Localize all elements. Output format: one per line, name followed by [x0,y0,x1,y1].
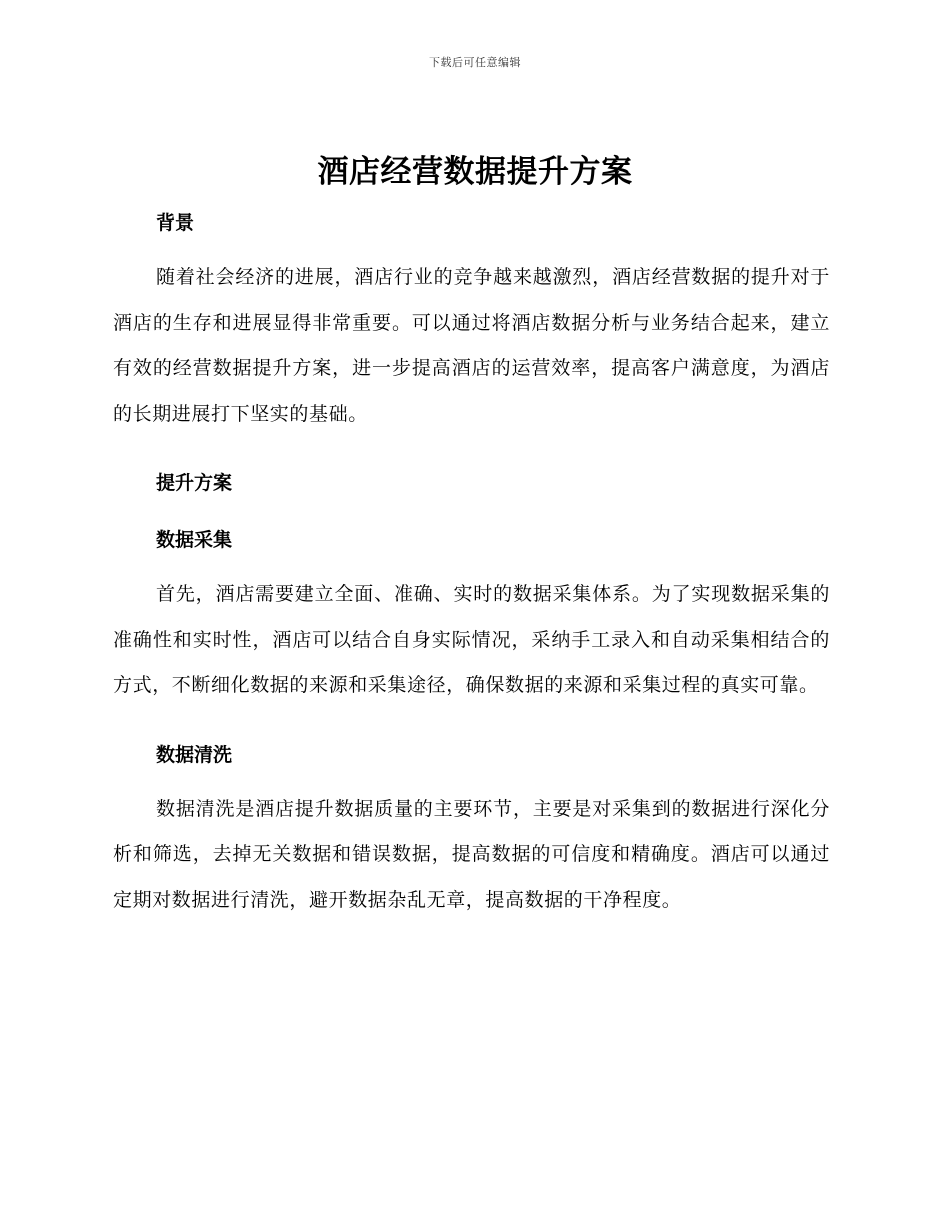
document-title: 酒店经营数据提升方案 [317,154,633,190]
section-heading-data-collection: 数据采集 [156,529,233,551]
paragraph-background: 随着社会经济的进展，酒店行业的竞争越来越激烈，酒店经营数据的提升对于酒店的生存和进展显得非常重要。可以通过将酒店数据分析与业务结合起来，建立有效的经营数据提升方案，进一步提高酒店的运营效率，提高客户满意度，为酒店的长期进展打下坚实的基础。 [113,266,830,425]
section-heading-plan: 提升方案 [156,472,233,494]
section-heading-background: 背景 [156,212,195,234]
paragraph-data-cleaning: 数据清洗是酒店提升数据质量的主要环节，主要是对采集到的数据进行深化分析和筛选，去掉无关数据和错误数据，提高数据的可信度和精确度。酒店可以通过定期对数据进行清洗，避开数据杂乱无章，提高数据的干净程度。 [113,797,830,911]
document-body [113,200,830,923]
paragraph-data-collection: 首先，酒店需要建立全面、准确、实时的数据采集体系。为了实现数据采集的准确性和实时性，酒店可以结合自身实际情况，采纳手工录入和自动采集相结合的方式，不断细化数据的来源和采集途径，确保数据的来源和采集过程的真实可靠。 [113,583,830,696]
section-heading-data-cleaning: 数据清洗 [156,743,233,766]
header-note: 下载后可任意编辑 [429,56,521,69]
